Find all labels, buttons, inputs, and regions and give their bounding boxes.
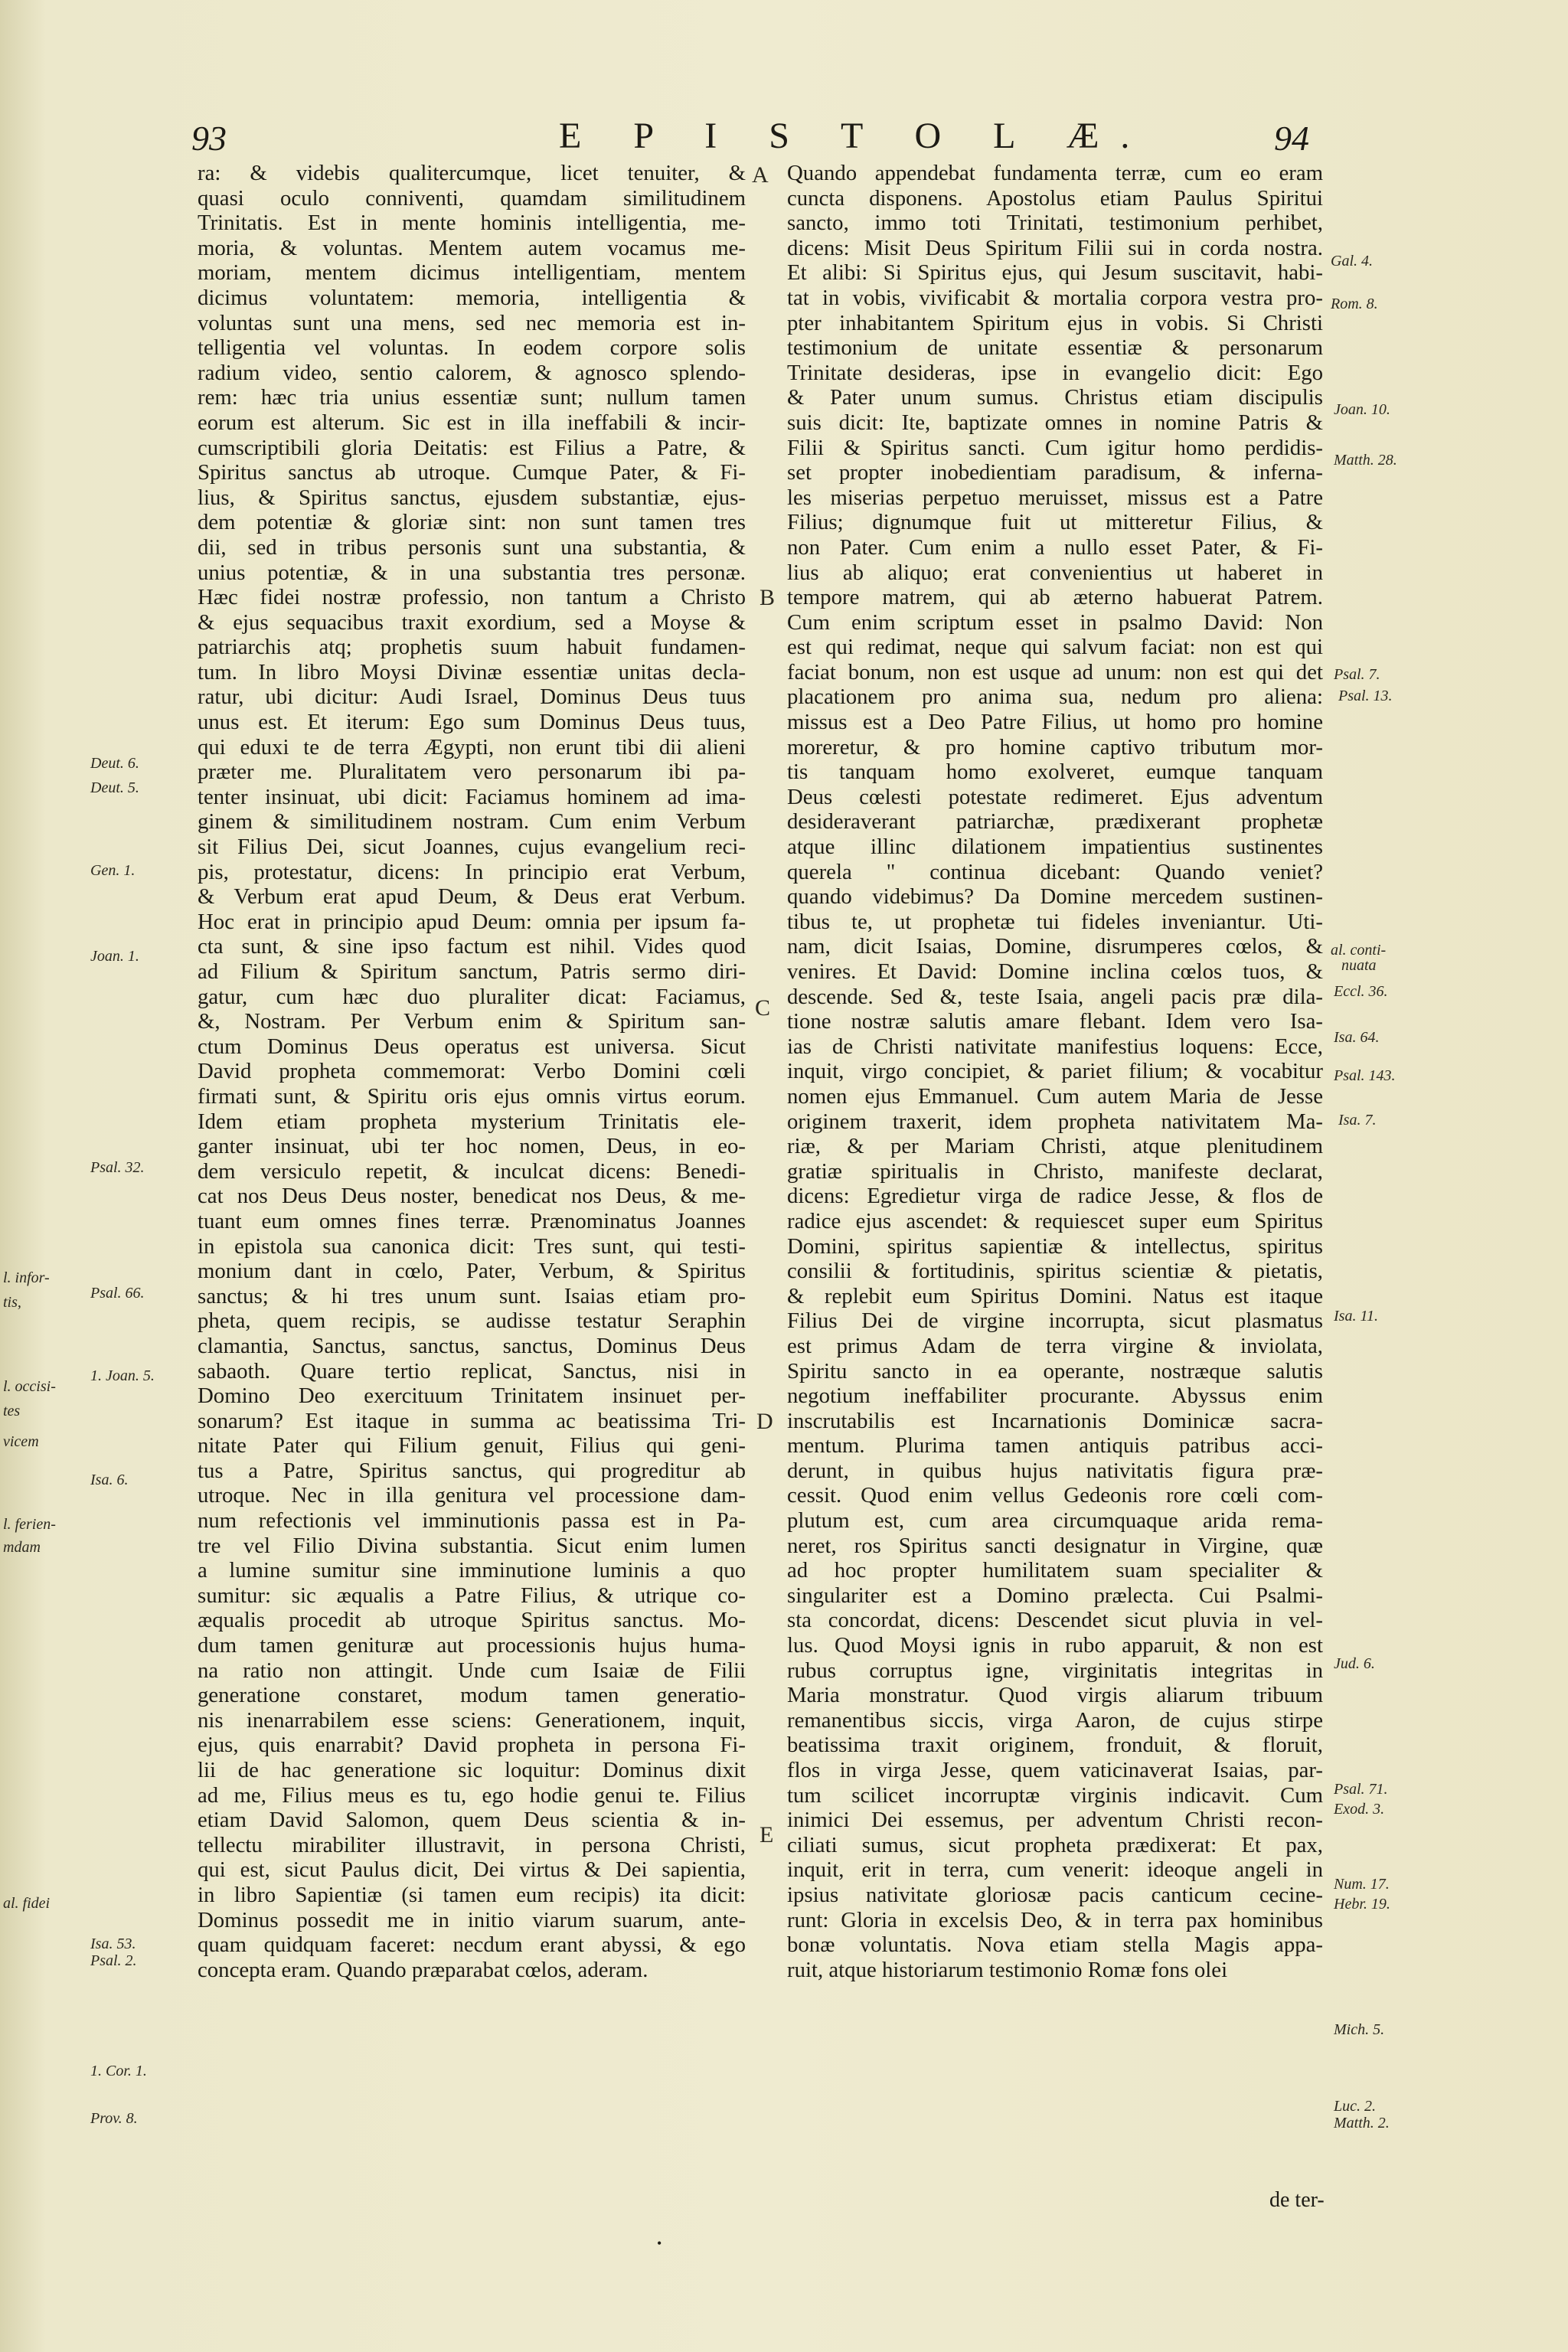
section-letter: D	[756, 1409, 773, 1434]
text-line: runt: Gloria in excelsis Deo, & in terra pax hominibus	[787, 1907, 1323, 1932]
text-line: & ejus sequacibus traxit exordium, sed a Moyse &	[198, 609, 746, 635]
text-line: Et alibi: Si Spiritus ejus, qui Jesum suscitavit, habi-	[787, 260, 1323, 286]
text-line: consilii & fortitudinis, spiritus scientiæ & pietatis,	[787, 1259, 1323, 1284]
text-line: Quando appendebat fundamenta terræ, cum eo eram	[787, 161, 1323, 185]
text-line: ias de Christi nativitate manifestius loquens: Ecce,	[787, 1034, 1323, 1059]
text-line: num refectionis vel imminutionis passa est in Pa-	[198, 1508, 746, 1534]
text-line: Spiritus sanctus ab utroque. Cumque Pater, & Fi-	[198, 460, 746, 485]
text-line: les miserias perpetuo meruisset, missus est a Patre	[787, 485, 1323, 510]
margin-note-right: Isa. 11.	[1334, 1308, 1378, 1325]
text-line: Idem etiam propheta mysterium Trinitatis ele-	[198, 1109, 746, 1134]
text-line: moreretur, & pro homine captivo tributum mor-	[787, 734, 1323, 760]
text-line: remanentibus siccis, virga Aaron, de cujus stirpe	[787, 1707, 1323, 1733]
margin-note-right: Eccl. 36.	[1334, 983, 1388, 1000]
margin-note-right: Exod. 3.	[1334, 1801, 1385, 1818]
text-line: qui eduxi te de terra Ægypti, non erunt tibi dii alieni	[198, 734, 746, 760]
text-line: est qui redimat, neque qui salvum faciat: non est qui	[787, 635, 1323, 660]
text-line: placationem pro anima sua, nedum pro aliena:	[787, 684, 1323, 710]
edge-fragment: l. infor-	[3, 1269, 50, 1286]
margin-note-right: Matth. 2.	[1334, 2115, 1390, 2132]
text-line: tre vel Filio Divina substantia. Sicut enim lumen	[198, 1533, 746, 1558]
ink-dot: •	[657, 2236, 662, 2251]
text-line: set propter inobedientiam paradisum, & inferna-	[787, 460, 1323, 485]
margin-note-left: Prov. 8.	[90, 2110, 138, 2127]
text-line: firmati sunt, & Spiritu oris ejus omnis virtus eorum.	[198, 1083, 746, 1109]
text-line: ra: & videbis qualitercumque, licet tenuiter, &	[198, 161, 746, 185]
text-line: dum tamen genituræ aut processionis hujus huma-	[198, 1633, 746, 1658]
edge-fragment: tes	[3, 1403, 21, 1419]
text-line: cumscriptibili gloria Deitatis: est Filius a Patre, &	[198, 435, 746, 460]
text-line: est primus Adam de terra virgine & inviolata,	[787, 1333, 1323, 1358]
margin-note-right: Rom. 8.	[1331, 296, 1378, 312]
text-line: cuncta disponens. Apostolus etiam Paulus Spiritui	[787, 185, 1323, 211]
text-line: dii, sed in tribus personis sunt una substantia, &	[198, 534, 746, 560]
text-line: ginem & similitudinem nostram. Cum enim Verbum	[198, 809, 746, 835]
text-line: dicimus voluntatem: memoria, intelligentia &	[198, 285, 746, 310]
margin-note-left: 1. Joan. 5.	[90, 1367, 155, 1384]
right-text-column	[787, 161, 1323, 1982]
text-line: negotium ineffabiliter procurante. Abyssus enim	[787, 1383, 1323, 1409]
text-line: bonæ voluntatis. Nova etiam stella Magis appa-	[787, 1932, 1323, 1958]
margin-note-right: Isa. 64.	[1334, 1029, 1380, 1046]
text-line: pter inhabitantem Spiritum ejus in vobis. Si Christi	[787, 310, 1323, 335]
text-line: a lumine sumitur sine imminutione luminis a quo	[198, 1558, 746, 1583]
margin-note-left: 1. Cor. 1.	[90, 2063, 147, 2079]
text-line: gratiæ spiritualis in Christo, manifeste declarat,	[787, 1158, 1323, 1184]
text-line: ipsius nativitate gloriosæ pacis canticum cecine-	[787, 1882, 1323, 1907]
text-line: ciliati sumus, sicut propheta prædixerat: Et pax,	[787, 1832, 1323, 1857]
margin-note-left: Psal. 66.	[90, 1285, 145, 1302]
text-line: tenter insinuat, ubi dicit: Faciamus hominem ad ima-	[198, 784, 746, 809]
text-line: generatione constaret, modum tamen generatio-	[198, 1683, 746, 1708]
text-line: unius potentiæ, & in una substantia tres personæ.	[198, 560, 746, 585]
text-line: sta concordat, dicens: Descendet sicut pluvia in vel-	[787, 1608, 1323, 1633]
text-line: rem: hæc tria unius essentiæ sunt; nullum tamen	[198, 385, 746, 410]
margin-note-left: Deut. 6.	[90, 755, 139, 772]
edge-fragment: l. occisi-	[3, 1378, 56, 1395]
margin-note-right: Jud. 6.	[1334, 1655, 1375, 1672]
margin-note-right: Joan. 10.	[1334, 401, 1390, 418]
text-line: tuant eum omnes fines terræ. Prænominatus Joannes	[198, 1208, 746, 1233]
text-line: tellectu mirabiliter illustravit, in persona Christi,	[198, 1832, 746, 1857]
text-line: querela " continua dicebant: Quando veniet?	[787, 859, 1323, 884]
text-line: pheta, quem recipis, se audisse testatur Seraphin	[198, 1308, 746, 1334]
margin-note-right: Luc. 2.	[1334, 2098, 1376, 2115]
text-line: moriam, mentem dicimus intelligentiam, mentem	[198, 260, 746, 286]
text-line: etiam David Salomon, quem Deus scientia & in-	[198, 1808, 746, 1833]
text-line: ejus, quis enarrabit? David propheta in persona Fi-	[198, 1733, 746, 1758]
text-line: tat in vobis, vivificabit & mortalia corpora vestra pro-	[787, 285, 1323, 310]
margin-note-left: Psal. 32.	[90, 1159, 145, 1176]
text-line: dem potentiæ & gloriæ sint: non sunt tamen tres	[198, 510, 746, 535]
text-line: originem traxerit, idem propheta nativitatem Ma-	[787, 1109, 1323, 1134]
text-line: monium dant in cœlo, Pater, Verbum, & Spiritus	[198, 1259, 746, 1284]
left-text-column	[198, 161, 746, 1982]
margin-note-left: Joan. 1.	[90, 948, 139, 965]
text-line: telligentia vel voluntas. In eodem corpore solis	[198, 335, 746, 361]
margin-note-right: Num. 17.	[1334, 1876, 1390, 1893]
text-line: neret, ros Spiritus sancti designatur in Virgine, quæ	[787, 1533, 1323, 1558]
section-letter: E	[760, 1822, 774, 1847]
text-line: ratur, ubi dicitur: Audi Israel, Dominus Deus tuus	[198, 684, 746, 710]
edge-fragment: tis,	[3, 1294, 21, 1311]
text-line: Deus cœlesti potestate redimeret. Ejus adventum	[787, 784, 1323, 809]
margin-note-right: Psal. 7.	[1334, 666, 1380, 683]
text-line: sit Filius Dei, sicut Joannes, cujus evangelium reci-	[198, 835, 746, 860]
text-line: Hoc erat in principio apud Deum: omnia per ipsum fa-	[198, 909, 746, 934]
text-line: atque illinc dilationem impatientius sustinentes	[787, 835, 1323, 860]
text-line: tum scilicet incorruptæ virginis indicavit. Cum	[787, 1782, 1323, 1808]
text-line: suis dicit: Ite, baptizate omnes in nomine Patris &	[787, 410, 1323, 435]
text-line: nam, dicit Isaias, Domine, disrumperes cœlos, &	[787, 934, 1323, 959]
text-line: rubus corruptus igne, virginitatis integritas in	[787, 1658, 1323, 1683]
text-line: inquit, virgo concipiet, & pariet filium; & vocabitur	[787, 1059, 1323, 1084]
margin-note-right: Psal. 13.	[1338, 688, 1393, 704]
text-line: & Pater unum sumus. Christus etiam discipulis	[787, 385, 1323, 410]
text-line: tibus te, ut prophetæ tui fideles inveniantur. Uti-	[787, 909, 1323, 934]
text-line: concepta eram. Quando præparabat cœlos, aderam.	[198, 1957, 648, 1982]
text-line: voluntas sunt una mens, sed nec memoria est in-	[198, 310, 746, 335]
text-line: Hæc fidei nostræ professio, non tantum a Christo	[198, 585, 746, 610]
margin-note-right: Isa. 7.	[1338, 1112, 1377, 1129]
text-line: sancto, immo toti Trinitati, testimonium perhibet,	[787, 211, 1323, 236]
text-line: non Pater. Cum enim a nullo esset Pater, & Fi-	[787, 534, 1323, 560]
text-line: beatissima traxit originem, fronduit, & floruit,	[787, 1733, 1323, 1758]
text-line: na ratio non attingit. Unde cum Isaiæ de Filii	[198, 1658, 746, 1683]
text-line: cat nos Deus Deus noster, benedicat nos Deus, & me-	[198, 1184, 746, 1209]
margin-note-right: Gal. 4.	[1331, 253, 1373, 270]
text-line: Domini, spiritus sapientiæ & intellectus, spiritus	[787, 1233, 1323, 1259]
text-line: in epistola sua canonica dicit: Tres sunt, qui testi-	[198, 1233, 746, 1259]
text-line: tione nostræ salutis amare flebant. Idem vero Isa-	[787, 1009, 1323, 1034]
margin-note-right: Mich. 5.	[1334, 2021, 1385, 2038]
text-line: Filii & Spiritus sancti. Cum igitur homo perdidis-	[787, 435, 1323, 460]
text-line: radice ejus ascendet: & requiescet super eum Spiritus	[787, 1208, 1323, 1233]
text-line: unus est. Et iterum: Ego sum Dominus Deus tuus,	[198, 710, 746, 735]
text-line: præter me. Pluralitatem vero personarum ibi pa-	[198, 760, 746, 785]
text-line: æqualis procedit ab utroque Spiritus sanctus. Mo-	[198, 1608, 746, 1633]
text-line: qui est, sicut Paulus dicit, Dei virtus & Dei sapientia,	[198, 1857, 746, 1883]
text-line: nis inenarrabilem esse sciens: Generationem, inquit,	[198, 1707, 746, 1733]
page-number-right: 94	[1274, 119, 1309, 158]
text-line: descende. Sed &, teste Isaia, angeli pacis præ dila-	[787, 984, 1323, 1009]
text-line: desideraverant patriarchæ, prædixerant prophetæ	[787, 809, 1323, 835]
text-line: tis tanquam homo exolveret, eumque tanquam	[787, 760, 1323, 785]
text-line: & replebit eum Spiritus Domini. Natus est itaque	[787, 1283, 1323, 1308]
text-line: missus est a Deo Patre Filius, ut homo pro homine	[787, 710, 1323, 735]
text-line: cta sunt, & sine ipso factum est nihil. Vides quod	[198, 934, 746, 959]
text-line: ctum Dominus Deus operatus est universa. Sicut	[198, 1034, 746, 1059]
margin-note-left: Psal. 2.	[90, 1952, 137, 1969]
section-letter: A	[752, 162, 769, 188]
text-line: sanctus; & hi tres unum sunt. Isaias etiam pro-	[198, 1283, 746, 1308]
text-line: Trinitatis. Est in mente hominis intelligentia, me-	[198, 211, 746, 236]
edge-fragment: mdam	[3, 1539, 41, 1556]
text-line: nitate Pater qui Filium genuit, Filius qui geni-	[198, 1433, 746, 1459]
text-line: inquit, erit in terra, cum venerit: ideoque angeli in	[787, 1857, 1323, 1883]
text-line: dicens: Misit Deus Spiritum Filii sui in corda nostra.	[787, 235, 1323, 260]
text-line: pis, protestatur, dicens: In principio erat Verbum,	[198, 859, 746, 884]
text-line: patriarchis atq; prophetis suum habuit fundamen-	[198, 635, 746, 660]
text-line: lus. Quod Moysi ignis in rubo apparuit, & non est	[787, 1633, 1323, 1658]
running-header	[191, 113, 1309, 159]
text-line: Dominus possedit me in initio viarum suarum, ante-	[198, 1907, 746, 1932]
text-line: ganter insinuat, ubi ter hoc nomen, Deus, in eo-	[198, 1134, 746, 1159]
edge-fragment: l. ferien-	[3, 1516, 56, 1533]
text-line: moria, & voluntas. Mentem autem vocamus me-	[198, 235, 746, 260]
margin-note-right: Psal. 71.	[1334, 1781, 1388, 1798]
text-line: radium video, sentio calorem, & agnosco splendo-	[198, 360, 746, 385]
margin-note-right: Hebr. 19.	[1334, 1896, 1390, 1913]
text-line: utroque. Nec in illa genitura vel processione dam-	[198, 1483, 746, 1508]
text-line: tus a Patre, Spiritus sanctus, qui progreditur ab	[198, 1458, 746, 1483]
running-title: E P I S T O L Æ.	[559, 116, 1152, 156]
margin-note-right: al. conti-	[1331, 942, 1387, 959]
text-line: cessit. Quod enim vellus Gedeonis rore cœli com-	[787, 1483, 1323, 1508]
text-line: venires. Et David: Domine inclina cœlos tuos, &	[787, 959, 1323, 984]
text-line: Spiritu sancto in ea operante, nostræque salutis	[787, 1358, 1323, 1383]
margin-note-right: Matth. 28.	[1334, 452, 1397, 469]
text-line: Trinitate desideras, ipse in evangelio dicit: Ego	[787, 360, 1323, 385]
section-letter: C	[755, 995, 771, 1021]
text-line: quasi oculo conniventi, quamdam similitudinem	[198, 185, 746, 211]
text-line: dem versiculo repetit, & inculcat dicens: Benedi-	[198, 1158, 746, 1184]
text-line: singulariter est a Domino prælecta. Cui Psalmi-	[787, 1583, 1323, 1608]
margin-note-right: nuata	[1341, 957, 1377, 974]
text-line: tum. In libro Moysi Divinæ essentiæ unitas decla-	[198, 659, 746, 684]
page-number-left: 93	[191, 119, 227, 158]
text-line: sumitur: sic æqualis a Patre Filius, & utrique co-	[198, 1583, 746, 1608]
margin-note-left: Isa. 6.	[90, 1472, 129, 1488]
edge-fragment: vicem	[3, 1433, 39, 1450]
section-letter: B	[760, 585, 776, 610]
text-line: Filius Dei de virgine incorrupta, sicut plasmatus	[787, 1308, 1323, 1334]
text-line: David propheta commemorat: Verbo Domini cœli	[198, 1059, 746, 1084]
text-line: riæ, & per Mariam Christi, atque plenitudinem	[787, 1134, 1323, 1159]
text-line: inscrutabilis est Incarnationis Dominicæ sacra-	[787, 1408, 1323, 1433]
text-line: in libro Sapientiæ (si tamen eum recipis) ita dicit:	[198, 1882, 746, 1907]
text-line: Maria monstratur. Quod virgis aliarum tribuum	[787, 1683, 1323, 1708]
margin-note-right: Psal. 143.	[1334, 1067, 1396, 1084]
text-line: tempore matrem, qui ab æterno habuerat Patrem.	[787, 585, 1323, 610]
text-line: mentum. Plurima tamen antiquis patribus acci-	[787, 1433, 1323, 1459]
text-line: quam quidquam faceret: necdum erant abyssi, & ego	[198, 1932, 746, 1958]
text-line: gatur, cum hæc duo pluraliter dicat: Faciamus,	[198, 984, 746, 1009]
text-line: lius, & Spiritus sanctus, ejusdem substantiæ, ejus-	[198, 485, 746, 510]
text-line: eorum est alterum. Sic est in illa ineffabili & incir-	[198, 410, 746, 435]
text-line: Cum enim scriptum esset in psalmo David: Non	[787, 609, 1323, 635]
text-line: Domino Deo exercituum Trinitatem insinuet per-	[198, 1383, 746, 1409]
text-line: plutum est, cum area circumquaque arida rema-	[787, 1508, 1323, 1534]
text-line: sabaoth. Quare tertio replicat, Sanctus, nisi in	[198, 1358, 746, 1383]
text-line: ad Filium & Spiritum sanctum, Patris sermo diri-	[198, 959, 746, 984]
text-line: lii de hac generatione sic loquitur: Dominus dixit	[198, 1758, 746, 1782]
catchword: de ter-	[1269, 2188, 1325, 2212]
text-line: inimici Dei essemus, per adventum Christi recon-	[787, 1808, 1323, 1833]
text-line: faciat bonum, non est usque ad unum: non est qui det	[787, 659, 1323, 684]
text-line: sonarum? Est itaque in summa ac beatissima Tri-	[198, 1408, 746, 1433]
text-line: Filius; dignumque fuit ut mitteretur Filius, &	[787, 510, 1323, 535]
margin-note-left: Isa. 53.	[90, 1936, 136, 1952]
text-line: &, Nostram. Per Verbum enim & Spiritum san-	[198, 1009, 746, 1034]
margin-note-left: Gen. 1.	[90, 862, 136, 879]
text-line: quando videbimus? Da Domine mercedem sustinen-	[787, 884, 1323, 910]
text-line: lius ab aliquo; erat convenientius ut haberet in	[787, 560, 1323, 585]
text-line: dicens: Egredietur virga de radice Jesse, & flos de	[787, 1184, 1323, 1209]
text-line: nomen ejus Emmanuel. Cum autem Maria de Jesse	[787, 1083, 1323, 1109]
text-line: testimonium de unitate essentiæ & personarum	[787, 335, 1323, 361]
text-line: ad hoc propter humilitatem suam specialiter &	[787, 1558, 1323, 1583]
text-line: ad me, Filius meus es tu, ego hodie genui te. Filius	[198, 1782, 746, 1808]
text-line: flos in virga Jesse, quem vaticinaverat Isaias, par-	[787, 1758, 1323, 1782]
text-line: & Verbum erat apud Deum, & Deus erat Verbum.	[198, 884, 746, 910]
text-line: derunt, in quibus hujus nativitatis figura præ-	[787, 1458, 1323, 1483]
margin-note-left: Deut. 5.	[90, 779, 139, 796]
text-line: clamantia, Sanctus, sanctus, sanctus, Dominus Deus	[198, 1333, 746, 1358]
text-line: ruit, atque historiarum testimonio Romæ fons olei	[787, 1957, 1228, 1982]
edge-fragment: al. fidei	[3, 1895, 51, 1912]
